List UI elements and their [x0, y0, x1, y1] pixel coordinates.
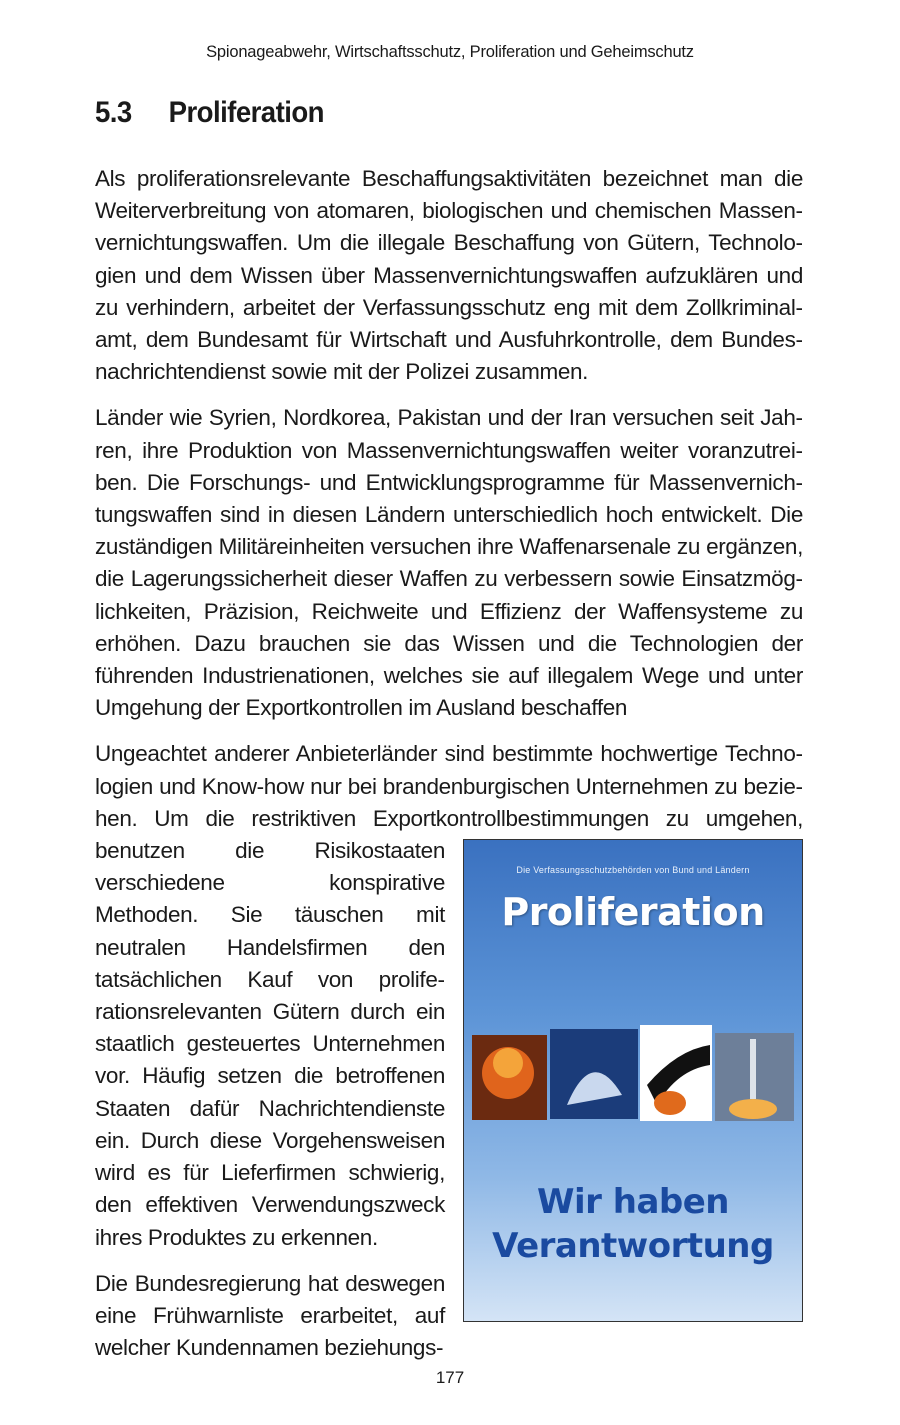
paragraph-1: Als proliferationsrelevante Beschaffungsaktivitäten bezeichnet man die Weiterverbreitung von atomaren, biologischen und chemischen Massenvernichtungswaffen. Um die illegale Beschaffung von Gütern, Technologien und dem Wissen über Massenvernichtungswaffen aufzuklären und zu verhindern, arbeitet der Verfassungsschutz eng mit dem Zollkriminalamt, dem Bundesamt für Wirtschaft und Ausfuhrkontrolle, dem Bundesnachrichtendienst sowie mit der Polizei zusammen.	[95, 166, 803, 385]
section-title: Proliferation	[168, 96, 324, 129]
brochure-subtitle-line-2: Verantwortung	[492, 1226, 774, 1267]
brochure-publisher-line: Die Verfassungsschutzbehörden von Bund und Ländern	[516, 865, 750, 876]
page-number: 177	[435, 1368, 465, 1387]
paragraph-2: Länder wie Syrien, Nordkorea, Pakistan und der Iran versuchen seit Jahren, ihre Produktion von Massenvernichtungswaffen weiter voranzutreiben. Die Forschungs- und Entwicklungsprogramme für Massenvernichtungswaffen sind in diesen Ländern unterschiedlich hoch entwickelt. Die zuständigen Militäreinheiten versuchen ihre Waffenarsenale zu ergänzen, die Lagerungssicherheit dieser Waffen zu verbessern sowie Einsatzmöglichkeiten, Präzision, Reichweite und Effizienz der Waffensysteme zu erhöhen. Dazu brauchen sie das Wissen und die Technologien der führenden Industrienationen, welches sie auf illegalem Wege und unter Umgehung der Exportkontrollen im Ausland beschaffen	[95, 405, 803, 721]
paragraph-3	[95, 738, 803, 1267]
body-text	[95, 163, 803, 1378]
paragraph-3-rest: zen die Risikostaaten verschiedene konspirative Methoden. Sie täuschen mit neutralen Handelsfirmen den tatsächlichen Kauf von proliferationsrelevanten Gütern durch ein staatlich gesteuertes Unternehmen vor. Häufig setzen die betroffenen Staaten dafür Nachrichtendienste ein. Durch diese Vorgehensweisen wird es für Lieferfirmen schwierig, den effektiven Verwendungszweck ihres Produktes zu erkennen.	[95, 838, 445, 1250]
brochure-subtitle-line-1: Wir haben	[536, 1182, 729, 1223]
section-number: 5.3	[95, 96, 132, 129]
brochure-subtitle	[464, 1180, 802, 1268]
brochure-photo-strip	[472, 1025, 794, 1125]
brochure-title: Proliferation	[501, 890, 765, 935]
section-heading	[95, 96, 324, 130]
running-header: Spionageabwehr, Wirtschaftsschutz, Proliferation und Geheimschutz	[206, 43, 694, 61]
paragraph-4: Die Bundesregierung hat deswegen eine Frühwarnliste erarbeitet, auf welcher Kundennamen beziehungs-	[95, 1270, 445, 1361]
paragraph-3-lead: Ungeachtet anderer Anbieterländer sind bestimmte hochwertige Technologien und Know-how nur bei brandenburgischen Unternehmen zu beziehen. Um die restriktiven Exportkontrollbestimmungen zu umgehen, benut	[95, 741, 803, 864]
brochure-cover-image	[463, 839, 803, 1322]
